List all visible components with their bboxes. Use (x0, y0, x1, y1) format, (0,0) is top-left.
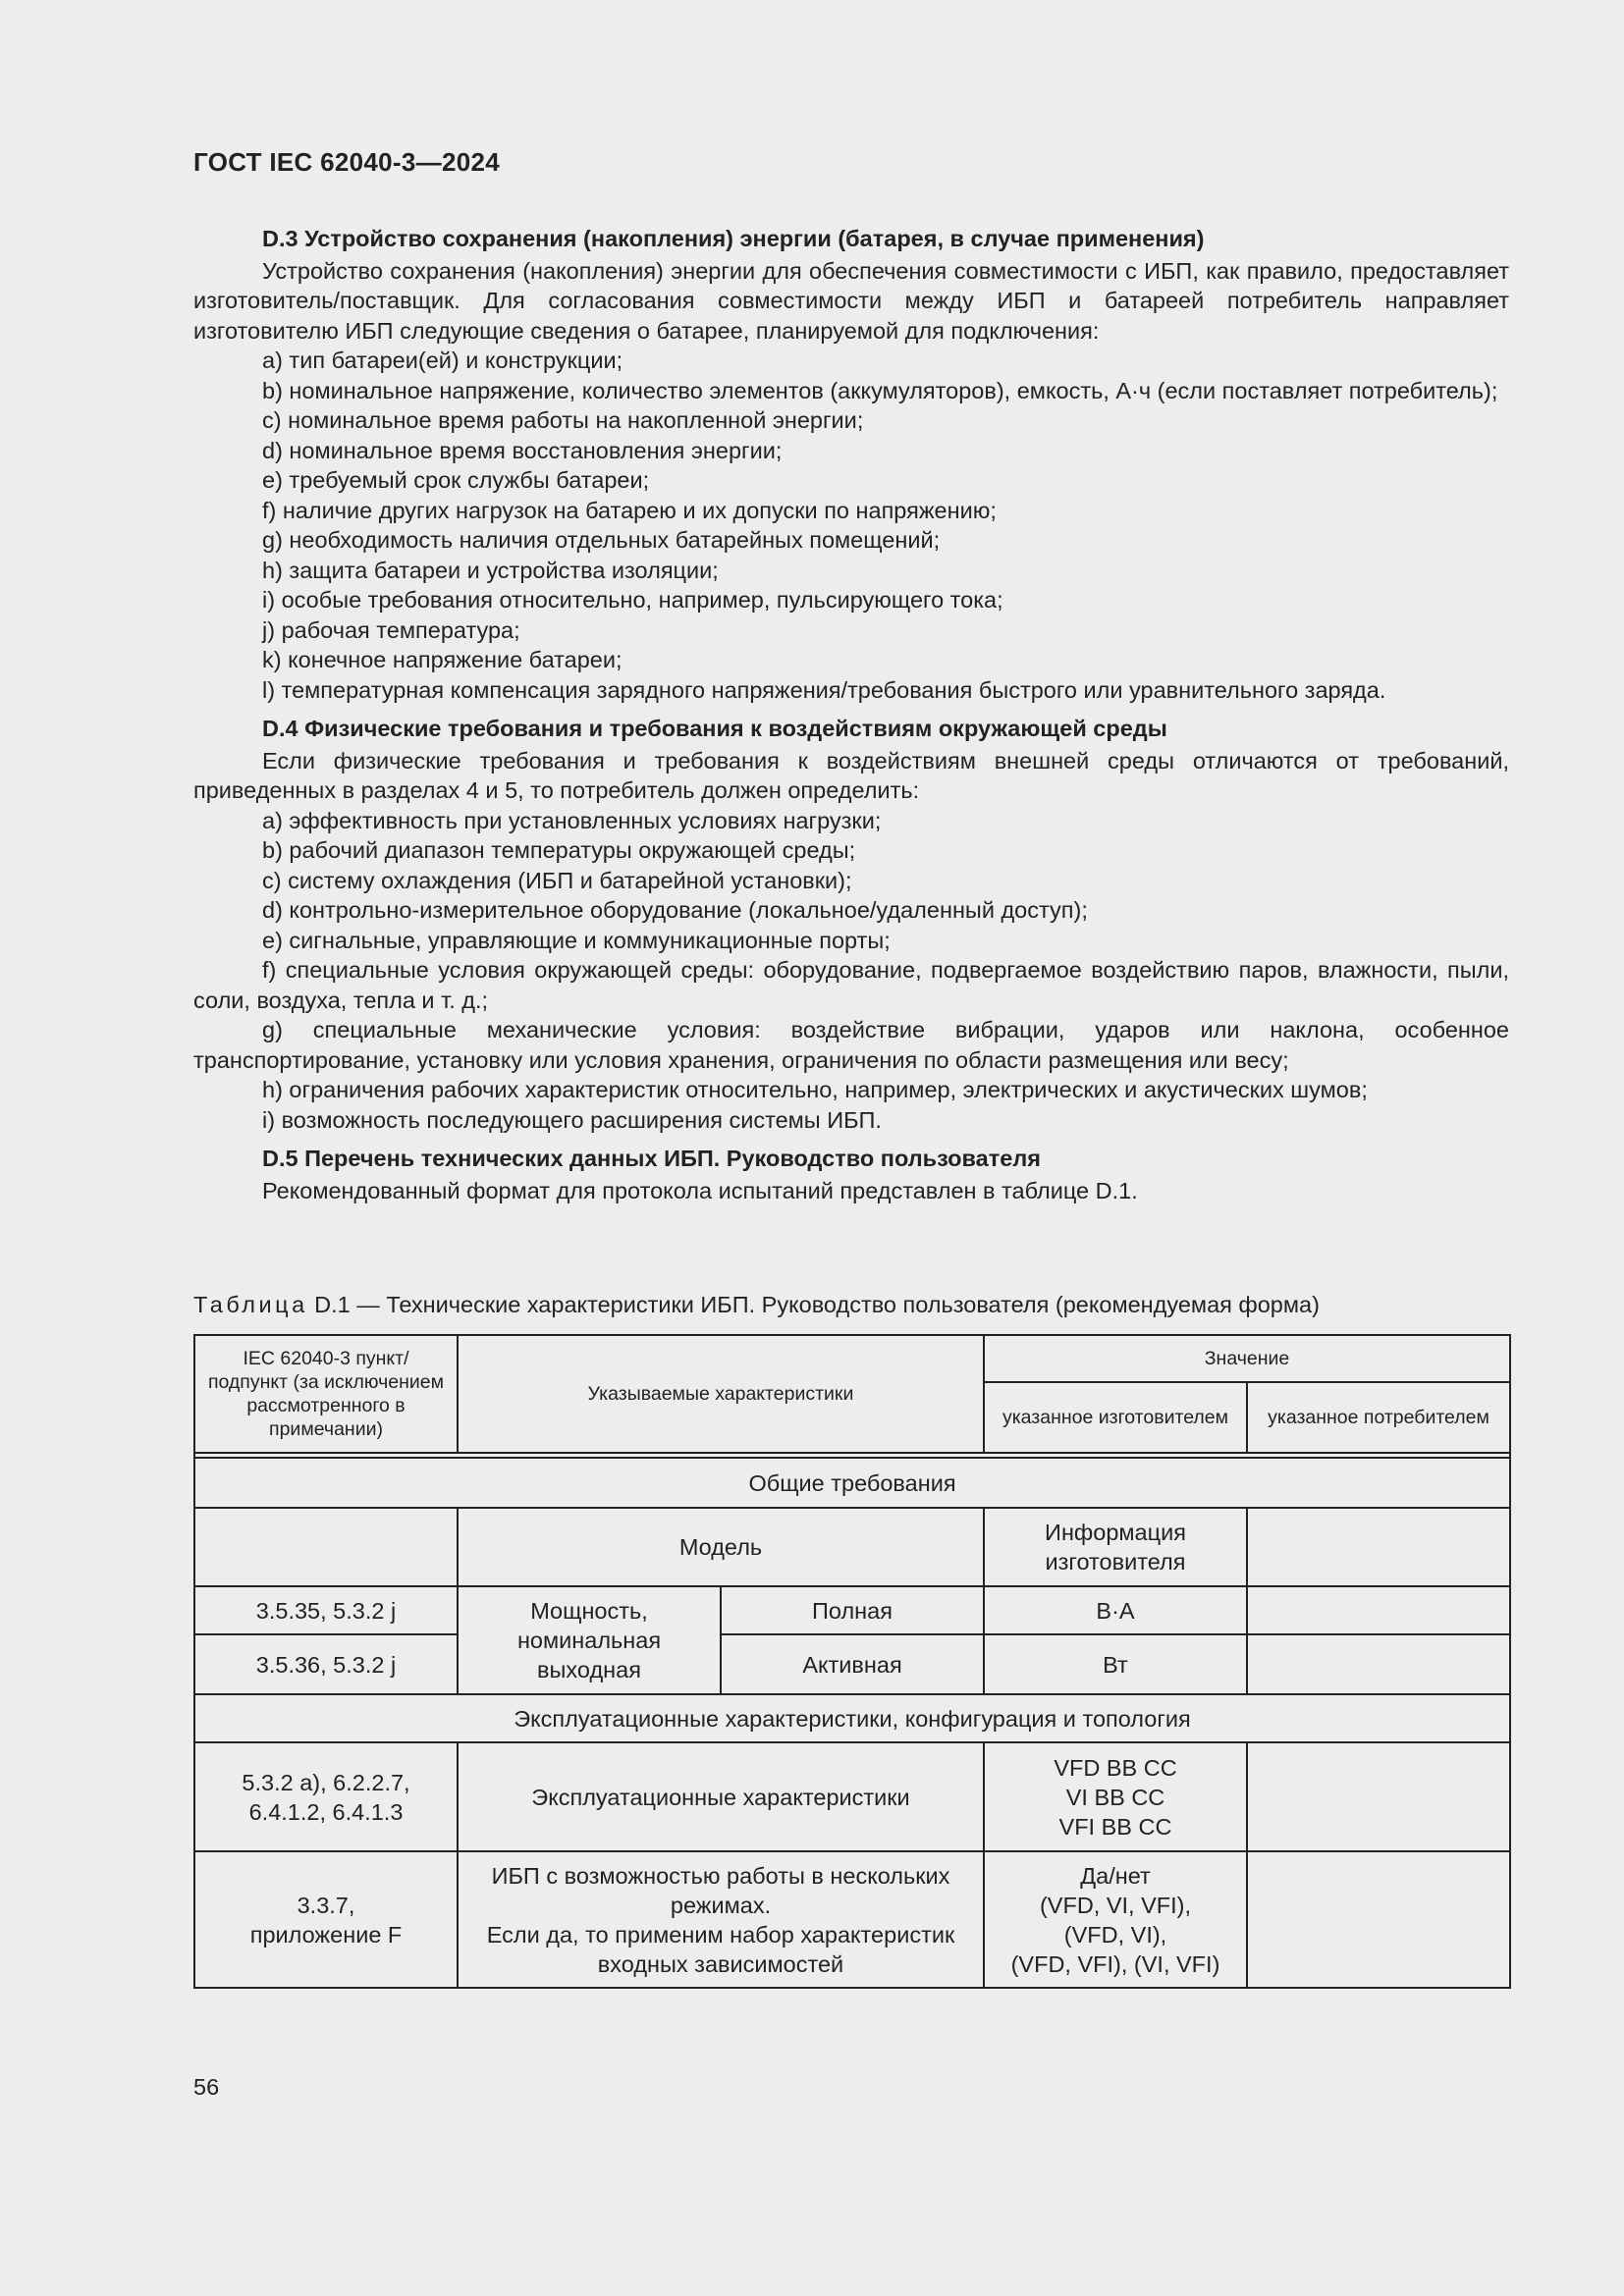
table-cell (194, 1508, 458, 1586)
list-item: i) особые требования относительно, например, пульсирующего тока; (262, 587, 1003, 613)
multi-value: (VFD, VFI), (VI, VFI) (1010, 1950, 1220, 1977)
page-number: 56 (193, 2074, 220, 2100)
section-title-d4: D.4 Физические требования и требования к воздействиям окружающей среды (262, 716, 1167, 741)
perf-value: VFD BB CC (1054, 1754, 1177, 1781)
multi-value: Да/нет (1080, 1862, 1151, 1889)
list-item: e) сигнальные, управляющие и коммуникационные порты; (262, 927, 891, 953)
table-caption-text: D.1 — Технические характеристики ИБП. Руководство пользователя (рекомендуемая форма) (307, 1292, 1320, 1317)
list-item: j) рабочая температура; (262, 616, 520, 643)
header-by-user: указанное потребителем (1247, 1382, 1510, 1453)
header-value: Значение (984, 1335, 1510, 1382)
list-item: a) тип батареи(ей) и конструкции; (262, 347, 623, 373)
header-clause: IEC 62040-3 пункт/ подпункт (за исключением рассмотренного в примечании) (194, 1335, 458, 1453)
multi-clause-line: приложение F (249, 1921, 403, 1948)
multi-label (458, 1851, 984, 1988)
table-cell (1247, 1851, 1510, 1988)
list-item: b) рабочий диапазон температуры окружающей среды; (262, 837, 856, 863)
specification-table (193, 1334, 1511, 1989)
list-item: d) номинальное время восстановления энергии; (262, 437, 783, 463)
section-intro-d4: Если физические требования и требования к воздействиям внешней среды отличаются от требований, приведенных в разделах 4 и 5, то потребитель должен определить: (193, 747, 1509, 803)
multi-clause (194, 1851, 458, 1988)
model-value: Информация изготовителя (984, 1508, 1247, 1586)
table-cell (1247, 1634, 1510, 1694)
section-intro-d3: Устройство сохранения (накопления) энергии для обеспечения совместимости с ИБП, как правило, предоставляет изготовитель/поставщик. Для согласования совместимости между ИБП и батареей потребитель направляет изготовителю ИБП следующие сведения о батарее, планируемой для подключения: (193, 257, 1509, 344)
multi-label-line: ИБП с возможностью работы в нескольких режимах. (491, 1862, 950, 1918)
perf-label: Эксплуатационные характеристики (458, 1742, 984, 1851)
list-item: i) возможность последующего расширения системы ИБП. (262, 1106, 882, 1133)
table-caption-label: Таблица (193, 1292, 308, 1317)
multi-value: (VFD, VI, VFI), (1039, 1892, 1192, 1918)
perf-values (984, 1742, 1247, 1851)
list-item: b) номинальное напряжение, количество элементов (аккумуляторов), емкость, А·ч (если поставляет потребитель); (262, 377, 1498, 403)
power-clause: 3.5.35, 5.3.2 j (194, 1586, 458, 1634)
perf-value: VFI BB CC (1058, 1813, 1172, 1840)
list-item: a) эффективность при установленных условиях нагрузки; (262, 807, 882, 833)
header-characteristics: Указываемые характеристики (458, 1335, 984, 1453)
list-item: h) защита батареи и устройства изоляции; (262, 557, 719, 583)
table-cell (1247, 1742, 1510, 1851)
section-title-d3: D.3 Устройство сохранения (накопления) энергии (батарея, в случае применения) (262, 226, 1205, 251)
list-item: c) номинальное время работы на накопленной энергии; (262, 407, 864, 433)
power-unit: Вт (984, 1634, 1247, 1694)
power-kind: Активная (721, 1634, 984, 1694)
section-intro-d5: Рекомендованный формат для протокола испытаний представлен в таблице D.1. (262, 1177, 1138, 1203)
group-title-operation: Эксплуатационные характеристики, конфигурация и топология (194, 1694, 1510, 1742)
list-item: f) наличие других нагрузок на батарею и их допуски по напряжению; (262, 497, 997, 523)
list-item: l) температурная компенсация зарядного напряжения/требования быстрого или уравнительного заряда. (262, 676, 1386, 703)
document-header: ГОСТ IEC 62040-3—2024 (193, 147, 500, 177)
table-cell (1247, 1586, 1510, 1634)
multi-value: (VFD, VI), (1063, 1921, 1167, 1948)
power-kind: Полная (721, 1586, 984, 1634)
table-cell (1247, 1508, 1510, 1586)
perf-value: VI BB CC (1065, 1784, 1165, 1810)
list-item: c) систему охлаждения (ИБП и батарейной установки); (262, 867, 852, 893)
power-unit: В·А (984, 1586, 1247, 1634)
group-title-general: Общие требования (194, 1458, 1510, 1508)
list-item: e) требуемый срок службы батареи; (262, 467, 650, 493)
perf-clause: 5.3.2 a), 6.2.2.7, 6.4.1.2, 6.4.1.3 (194, 1742, 458, 1851)
list-item: k) конечное напряжение батареи; (262, 647, 623, 672)
table-caption (193, 1292, 1320, 1318)
list-item: d) контрольно-измерительное оборудование (локальное/удаленный доступ); (262, 897, 1088, 923)
list-item: g) необходимость наличия отдельных батарейных помещений; (262, 527, 941, 553)
header-by-manufacturer: указанное изготовителем (984, 1382, 1247, 1453)
model-label: Модель (458, 1508, 984, 1586)
multi-clause-line: 3.3.7, (297, 1892, 355, 1918)
list-item: g) специальные механические условия: воздействие вибрации, ударов или наклона, особенное транспортирование, установку или условия хранения, ограничения по области размещения или весу; (193, 1017, 1509, 1073)
power-label: Мощность, номинальная выходная (458, 1586, 721, 1694)
multi-values (984, 1851, 1247, 1988)
section-title-d5: D.5 Перечень технических данных ИБП. Руководство пользователя (262, 1146, 1041, 1171)
list-item: h) ограничения рабочих характеристик относительно, например, электрических и акустических шумов; (262, 1077, 1368, 1102)
list-item: f) специальные условия окружающей среды: оборудование, подвергаемое воздействию паров, влажности, пыли, соли, воздуха, тепла и т. д.; (193, 957, 1509, 1013)
multi-label-line: Если да, то применим набор характеристик входных зависимостей (486, 1921, 955, 1977)
document-body (193, 224, 1509, 1205)
power-clause: 3.5.36, 5.3.2 j (194, 1634, 458, 1694)
